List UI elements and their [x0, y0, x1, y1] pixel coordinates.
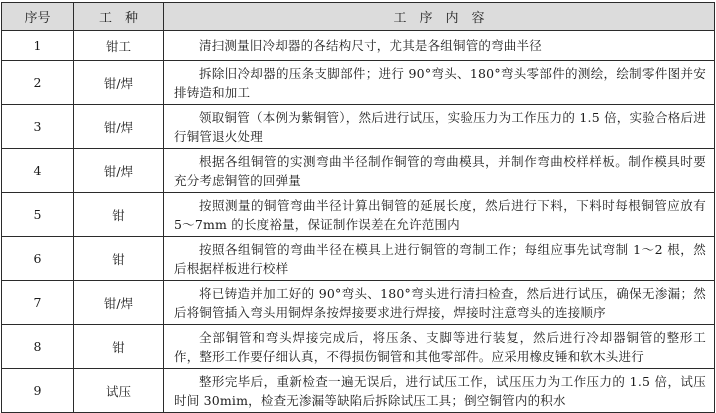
row-process: 拆除旧冷却器的压条支脚部件；进行 90°弯头、180°弯头零部件的测绘，绘制零件图并安排铸造和加工	[164, 61, 715, 105]
row-no: 3	[2, 105, 74, 149]
row-no: 7	[2, 281, 74, 325]
table-row	[2, 237, 715, 281]
row-no: 9	[2, 369, 74, 413]
row-process: 整形完毕后，重新检查一遍无误后，进行试压工作，试压压力为工作压力的 1.5 倍，试压时间 30mim，检查无渗漏等缺陷后拆除试压工具；倒空铜管内的积水	[164, 369, 715, 413]
header-process: 工 序 内 容	[164, 3, 715, 31]
header-no: 序号	[2, 3, 74, 31]
table-row	[2, 31, 715, 61]
row-process: 领取铜管（本例为紫铜管），然后进行试压，实验压力为工作压力的 1.5 倍，实验合格后进行铜管退火处理	[164, 105, 715, 149]
table-body	[2, 31, 715, 413]
header-row	[2, 3, 715, 31]
row-trade: 钳/焊	[74, 281, 164, 325]
table-row	[2, 193, 715, 237]
row-trade: 钳	[74, 193, 164, 237]
table-row	[2, 149, 715, 193]
row-trade: 钳工	[74, 31, 164, 61]
row-trade: 试压	[74, 369, 164, 413]
table-header	[2, 3, 715, 31]
row-trade: 钳/焊	[74, 149, 164, 193]
row-no: 1	[2, 31, 74, 61]
row-no: 5	[2, 193, 74, 237]
row-trade: 钳/焊	[74, 61, 164, 105]
row-trade: 钳	[74, 237, 164, 281]
row-process: 根据各组铜管的实测弯曲半径制作铜管的弯曲模具，并制作弯曲校样样板。制作模具时要充分考虑铜管的回弹量	[164, 149, 715, 193]
table-row	[2, 325, 715, 369]
table-row	[2, 61, 715, 105]
process-table	[1, 2, 715, 413]
row-process: 清扫测量旧冷却器的各结构尺寸，尤其是各组铜管的弯曲半径	[164, 31, 715, 61]
row-process: 全部铜管和弯头焊接完成后，将压条、支脚等进行装复，然后进行冷却器铜管的整形工作，整形工作要仔细认真，不得损伤铜管和其他零部件。应采用橡皮锤和软木头进行	[164, 325, 715, 369]
row-process: 按照测量的铜管弯曲半径计算出铜管的延展长度，然后进行下料，下料时每根铜管应放有 5～7mm 的长度裕量，保证制作误差在允许范围内	[164, 193, 715, 237]
table-row	[2, 105, 715, 149]
table-row	[2, 369, 715, 413]
table-row	[2, 281, 715, 325]
row-trade: 钳/焊	[74, 105, 164, 149]
row-no: 2	[2, 61, 74, 105]
row-process: 将已铸造并加工好的 90°弯头、180°弯头进行清扫检查，然后进行试压，确保无渗漏；然后将铜管插入弯头用铜焊条按焊接要求进行焊接，焊接时注意弯头的连接顺序	[164, 281, 715, 325]
row-no: 8	[2, 325, 74, 369]
row-trade: 钳	[74, 325, 164, 369]
process-table-container	[1, 2, 714, 408]
row-no: 6	[2, 237, 74, 281]
row-process: 按照各组铜管的弯曲半径在模具上进行铜管的弯制工作；每组应事先试弯制 1～2 根，然后根据样板进行校样	[164, 237, 715, 281]
row-no: 4	[2, 149, 74, 193]
header-trade: 工 种	[74, 3, 164, 31]
